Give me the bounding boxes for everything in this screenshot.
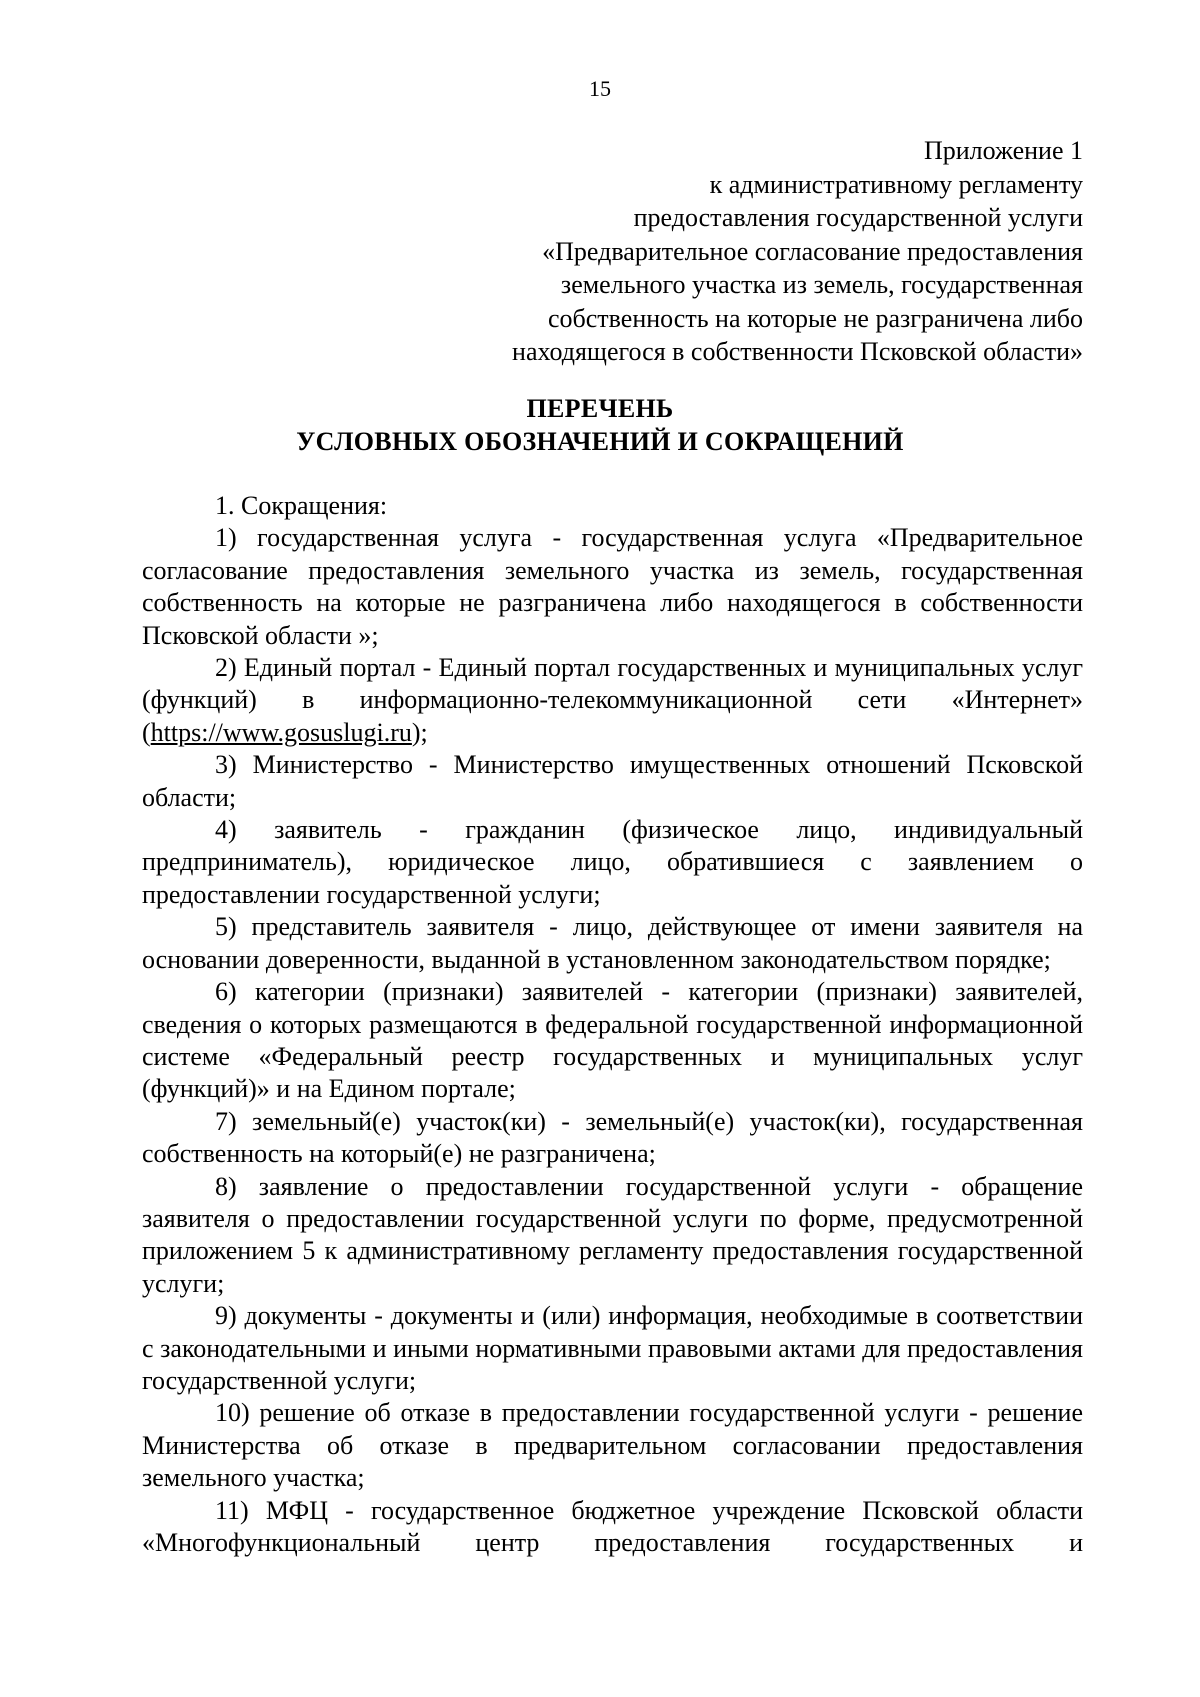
heading-line-1: ПЕРЕЧЕНЬ — [526, 394, 674, 423]
page-number: 15 — [589, 76, 611, 101]
document-body — [142, 490, 1083, 1559]
list-item: 8) заявление о предоставлении государственной услуги - обращение заявителя о предоставлении государственной услуги по форме, предусмотренной приложением 5 к административному регламенту предоставления государственной услуги; — [142, 1171, 1083, 1298]
appendix-line: собственность на которые не разграничена либо — [547, 303, 1083, 333]
gosuslugi-link[interactable]: https://www.gosuslugi.ru — [150, 717, 412, 747]
list-item: 6) категории (признаки) заявителей - категории (признаки) заявителей, сведения о которых размещаются в федеральной государственной информационной системе «Федеральный реестр государственных и муниципальных услуг (функций)» и на Едином портале; — [142, 977, 1083, 1104]
list-item: 4) заявитель - гражданин (физическое лицо, индивидуальный предприниматель), юридическое лицо, обратившиеся с заявлением о предоставлении государственной услуги; — [142, 815, 1083, 909]
appendix-line: Приложение 1 — [923, 136, 1083, 165]
list-item: 9) документы - документы и (или) информация, необходимые в соответствии с законодательными и иными нормативными правовыми актами для предоставления государственной услуги; — [142, 1301, 1083, 1395]
list-item: 7) земельный(е) участок(ки) - земельный(е) участок(ки), государственная собственность на который(е) не разграничена; — [142, 1106, 1083, 1169]
list-item: 10) решение об отказе в предоставлении государственной услуги - решение Министерства об отказе в предварительном согласовании предоставления земельного участка; — [142, 1398, 1083, 1493]
appendix-line: «Предварительное согласование предоставления — [542, 236, 1083, 266]
document-heading — [0, 392, 1200, 458]
list-item: 11) МФЦ - государственное бюджетное учреждение Псковской области «Многофункциональный центр предоставления государственных и — [142, 1495, 1083, 1557]
list-item-text: 2) Единый портал - Единый портал государственных и муниципальных услуг (функций) в информационно-телекоммуникационной сети «Интернет» ( — [142, 653, 1083, 747]
section-title: 1. Сокращения: — [215, 491, 388, 520]
appendix-header — [383, 134, 1083, 369]
appendix-line: земельного участка из земель, государственная — [560, 270, 1083, 299]
list-item: 1) государственная услуга - государственная услуга «Предварительное согласование предоставления земельного участка из земель, государственная собственность на которые не разграничена либо находящегося в собственности Псковской области »; — [142, 523, 1083, 650]
appendix-line: предоставления государственной услуги — [633, 203, 1083, 232]
list-item: 5) представитель заявителя - лицо, действующее от имени заявителя на основании доверенности, выданной в установленном законодательством порядке; — [142, 912, 1083, 974]
appendix-line: находящегося в собственности Псковской области» — [512, 337, 1083, 366]
list-item-text: ); — [411, 717, 428, 747]
list-item — [142, 652, 1083, 749]
list-item: 3) Министерство - Министерство имущественных отношений Псковской области; — [142, 750, 1083, 812]
heading-line-2: УСЛОВНЫХ ОБОЗНАЧЕНИЙ И СОКРАЩЕНИЙ — [296, 427, 904, 456]
appendix-line: к административному регламенту — [709, 169, 1083, 199]
